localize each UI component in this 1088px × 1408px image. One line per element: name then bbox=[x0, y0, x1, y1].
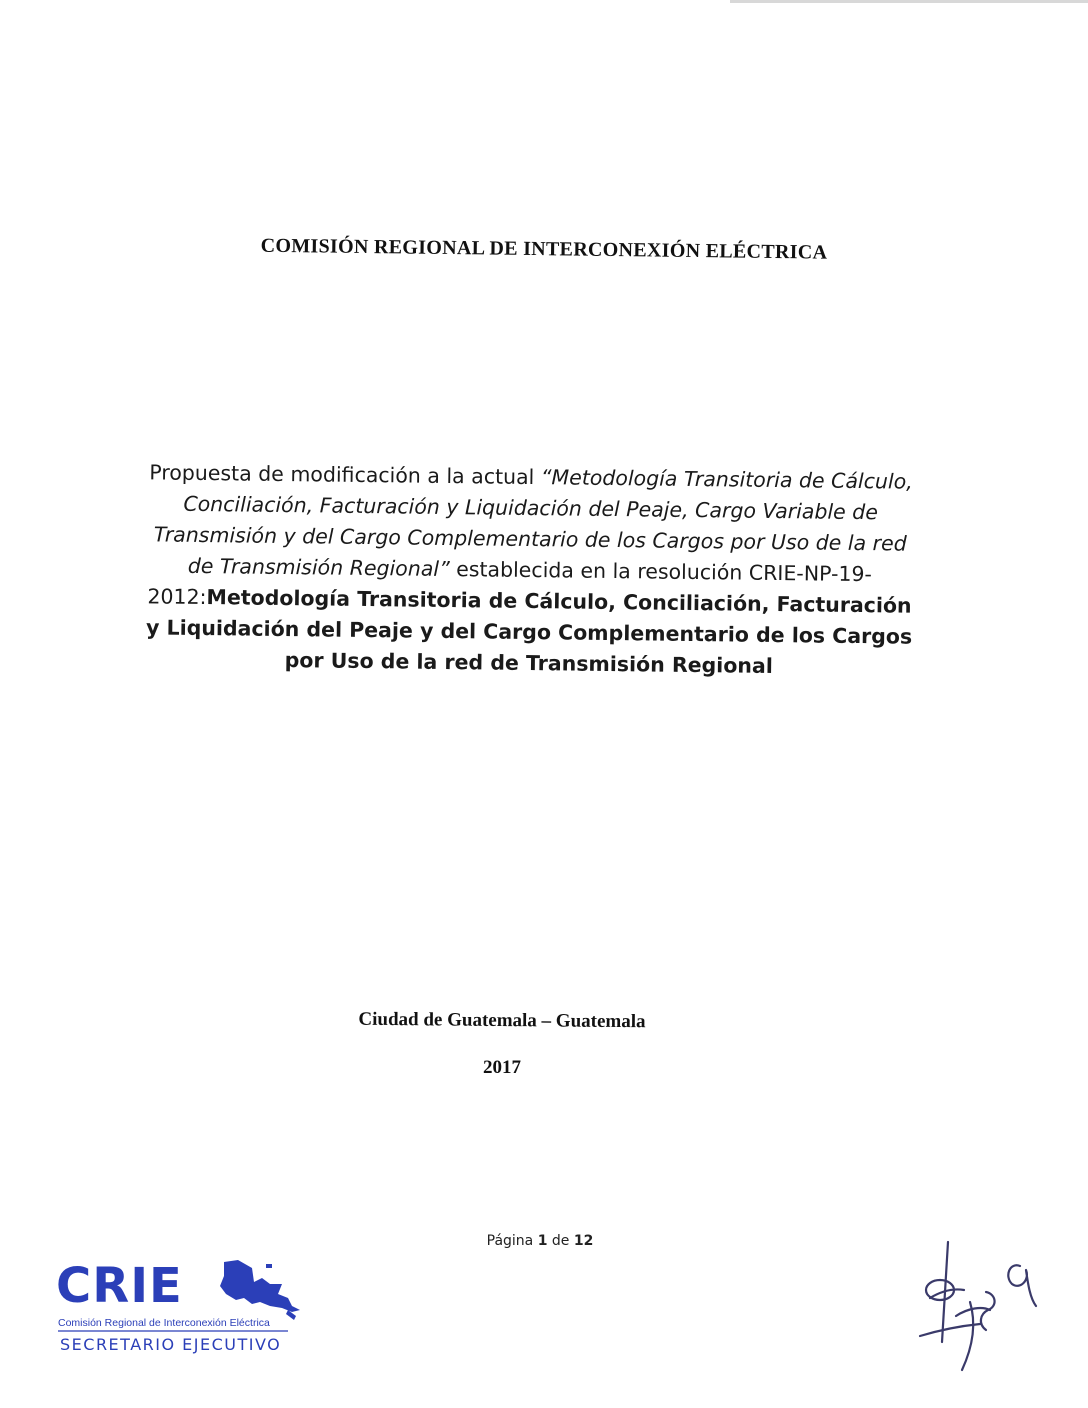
crie-subtitle-text: Comisión Regional de Interconexión Eléctrica bbox=[58, 1317, 270, 1329]
proposal-resolution-text: establecida en la resolución CRIE-NP-19-2012: bbox=[147, 557, 873, 610]
page-current: 1 bbox=[537, 1233, 548, 1249]
document-heading: COMISIÓN REGIONAL DE INTERCONEXIÓN ELÉCTRICA bbox=[260, 234, 828, 264]
crie-logo bbox=[56, 1258, 316, 1358]
secretario-ejecutivo-text: SECRETARIO EJECUTIVO bbox=[60, 1335, 282, 1354]
proposal-lead-text: Propuesta de modificación a la actual bbox=[149, 460, 542, 490]
page-middle: de bbox=[547, 1233, 574, 1249]
page-total: 12 bbox=[573, 1233, 594, 1249]
proposal-new-methodology-title: Metodología Transitoria de Cálculo, Conciliación, Facturación y Liquidación del Peaje y del Cargo Complementario de los Cargos por Uso de la red de Transmisión Regional bbox=[145, 585, 913, 678]
page-prefix: Página bbox=[486, 1233, 538, 1249]
scan-top-edge bbox=[730, 0, 1088, 3]
handwritten-signature bbox=[900, 1232, 1070, 1382]
crie-brand-text: CRIE bbox=[56, 1258, 183, 1314]
document-year: 2017 bbox=[483, 1057, 521, 1078]
proposal-current-methodology-title: “Metodología Transitoria de Cálculo, Conciliación, Facturación y Liquidación del Peaje, Cargo Variable de Transmisión y del Cargo Complementario de los Cargos por Uso de la red de Transmisión Regional” bbox=[153, 465, 913, 582]
proposal-title-block bbox=[139, 457, 922, 684]
document-place: Ciudad de Guatemala – Guatemala bbox=[358, 1008, 646, 1033]
crie-map-icon bbox=[220, 1260, 300, 1320]
